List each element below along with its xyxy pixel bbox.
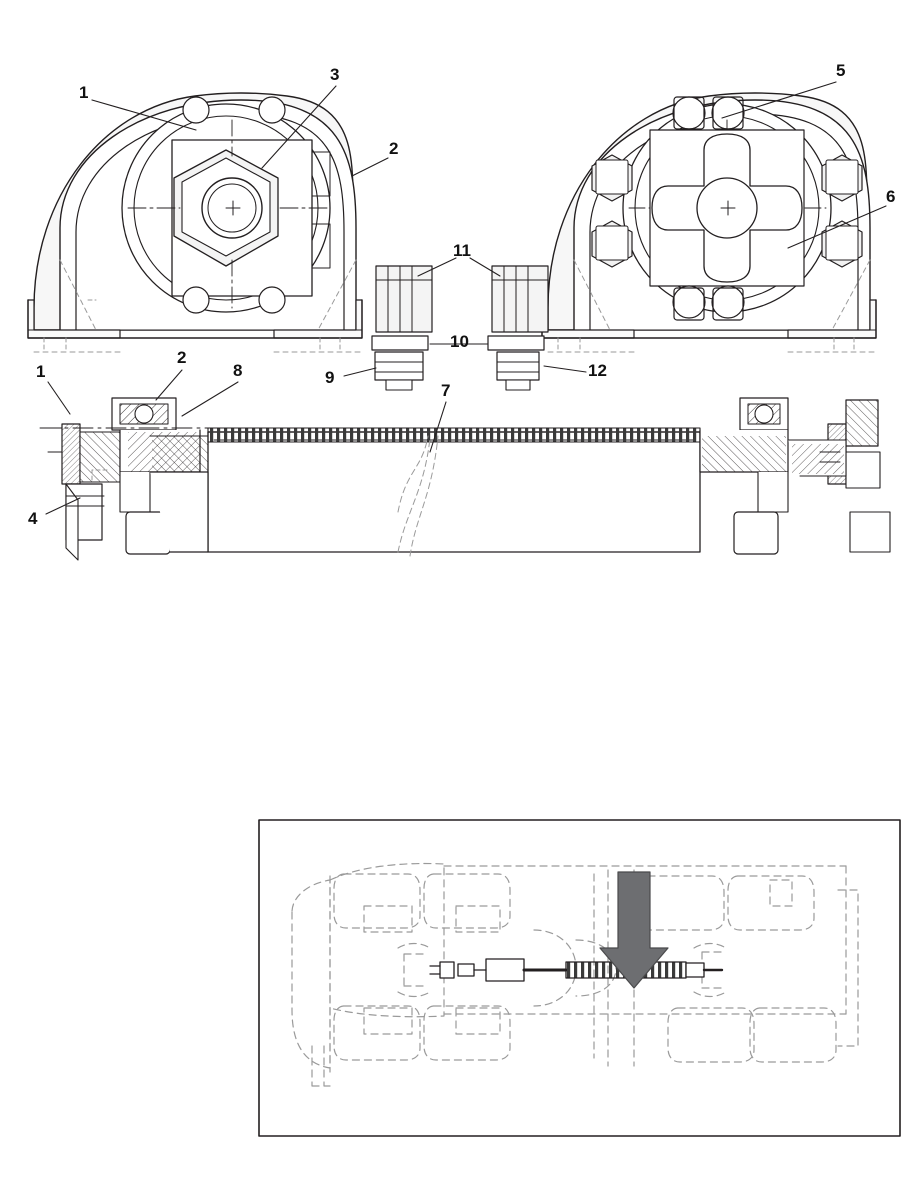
callout-8: 8 bbox=[233, 361, 243, 380]
callout-11: 11 bbox=[453, 241, 471, 260]
callout-12: 12 bbox=[588, 361, 607, 380]
callout-1-top: 1 bbox=[79, 83, 89, 102]
bearing-housing-front-view bbox=[28, 93, 362, 352]
callout-9: 9 bbox=[325, 368, 335, 387]
callout-10: 10 bbox=[450, 332, 469, 351]
vehicle-locator-panel bbox=[259, 820, 900, 1136]
driveshaft-section-view bbox=[40, 398, 890, 560]
callout-4: 4 bbox=[28, 509, 38, 528]
callout-5: 5 bbox=[836, 61, 846, 80]
callout-2-section: 2 bbox=[177, 348, 187, 367]
callout-7: 7 bbox=[441, 381, 451, 400]
mount-blocks-and-hardware bbox=[372, 266, 548, 390]
bearing-housing-rear-view bbox=[542, 93, 876, 352]
callout-3: 3 bbox=[330, 65, 340, 84]
callout-2-top: 2 bbox=[389, 139, 399, 158]
callout-6: 6 bbox=[886, 187, 896, 206]
callout-1-section: 1 bbox=[36, 362, 46, 381]
